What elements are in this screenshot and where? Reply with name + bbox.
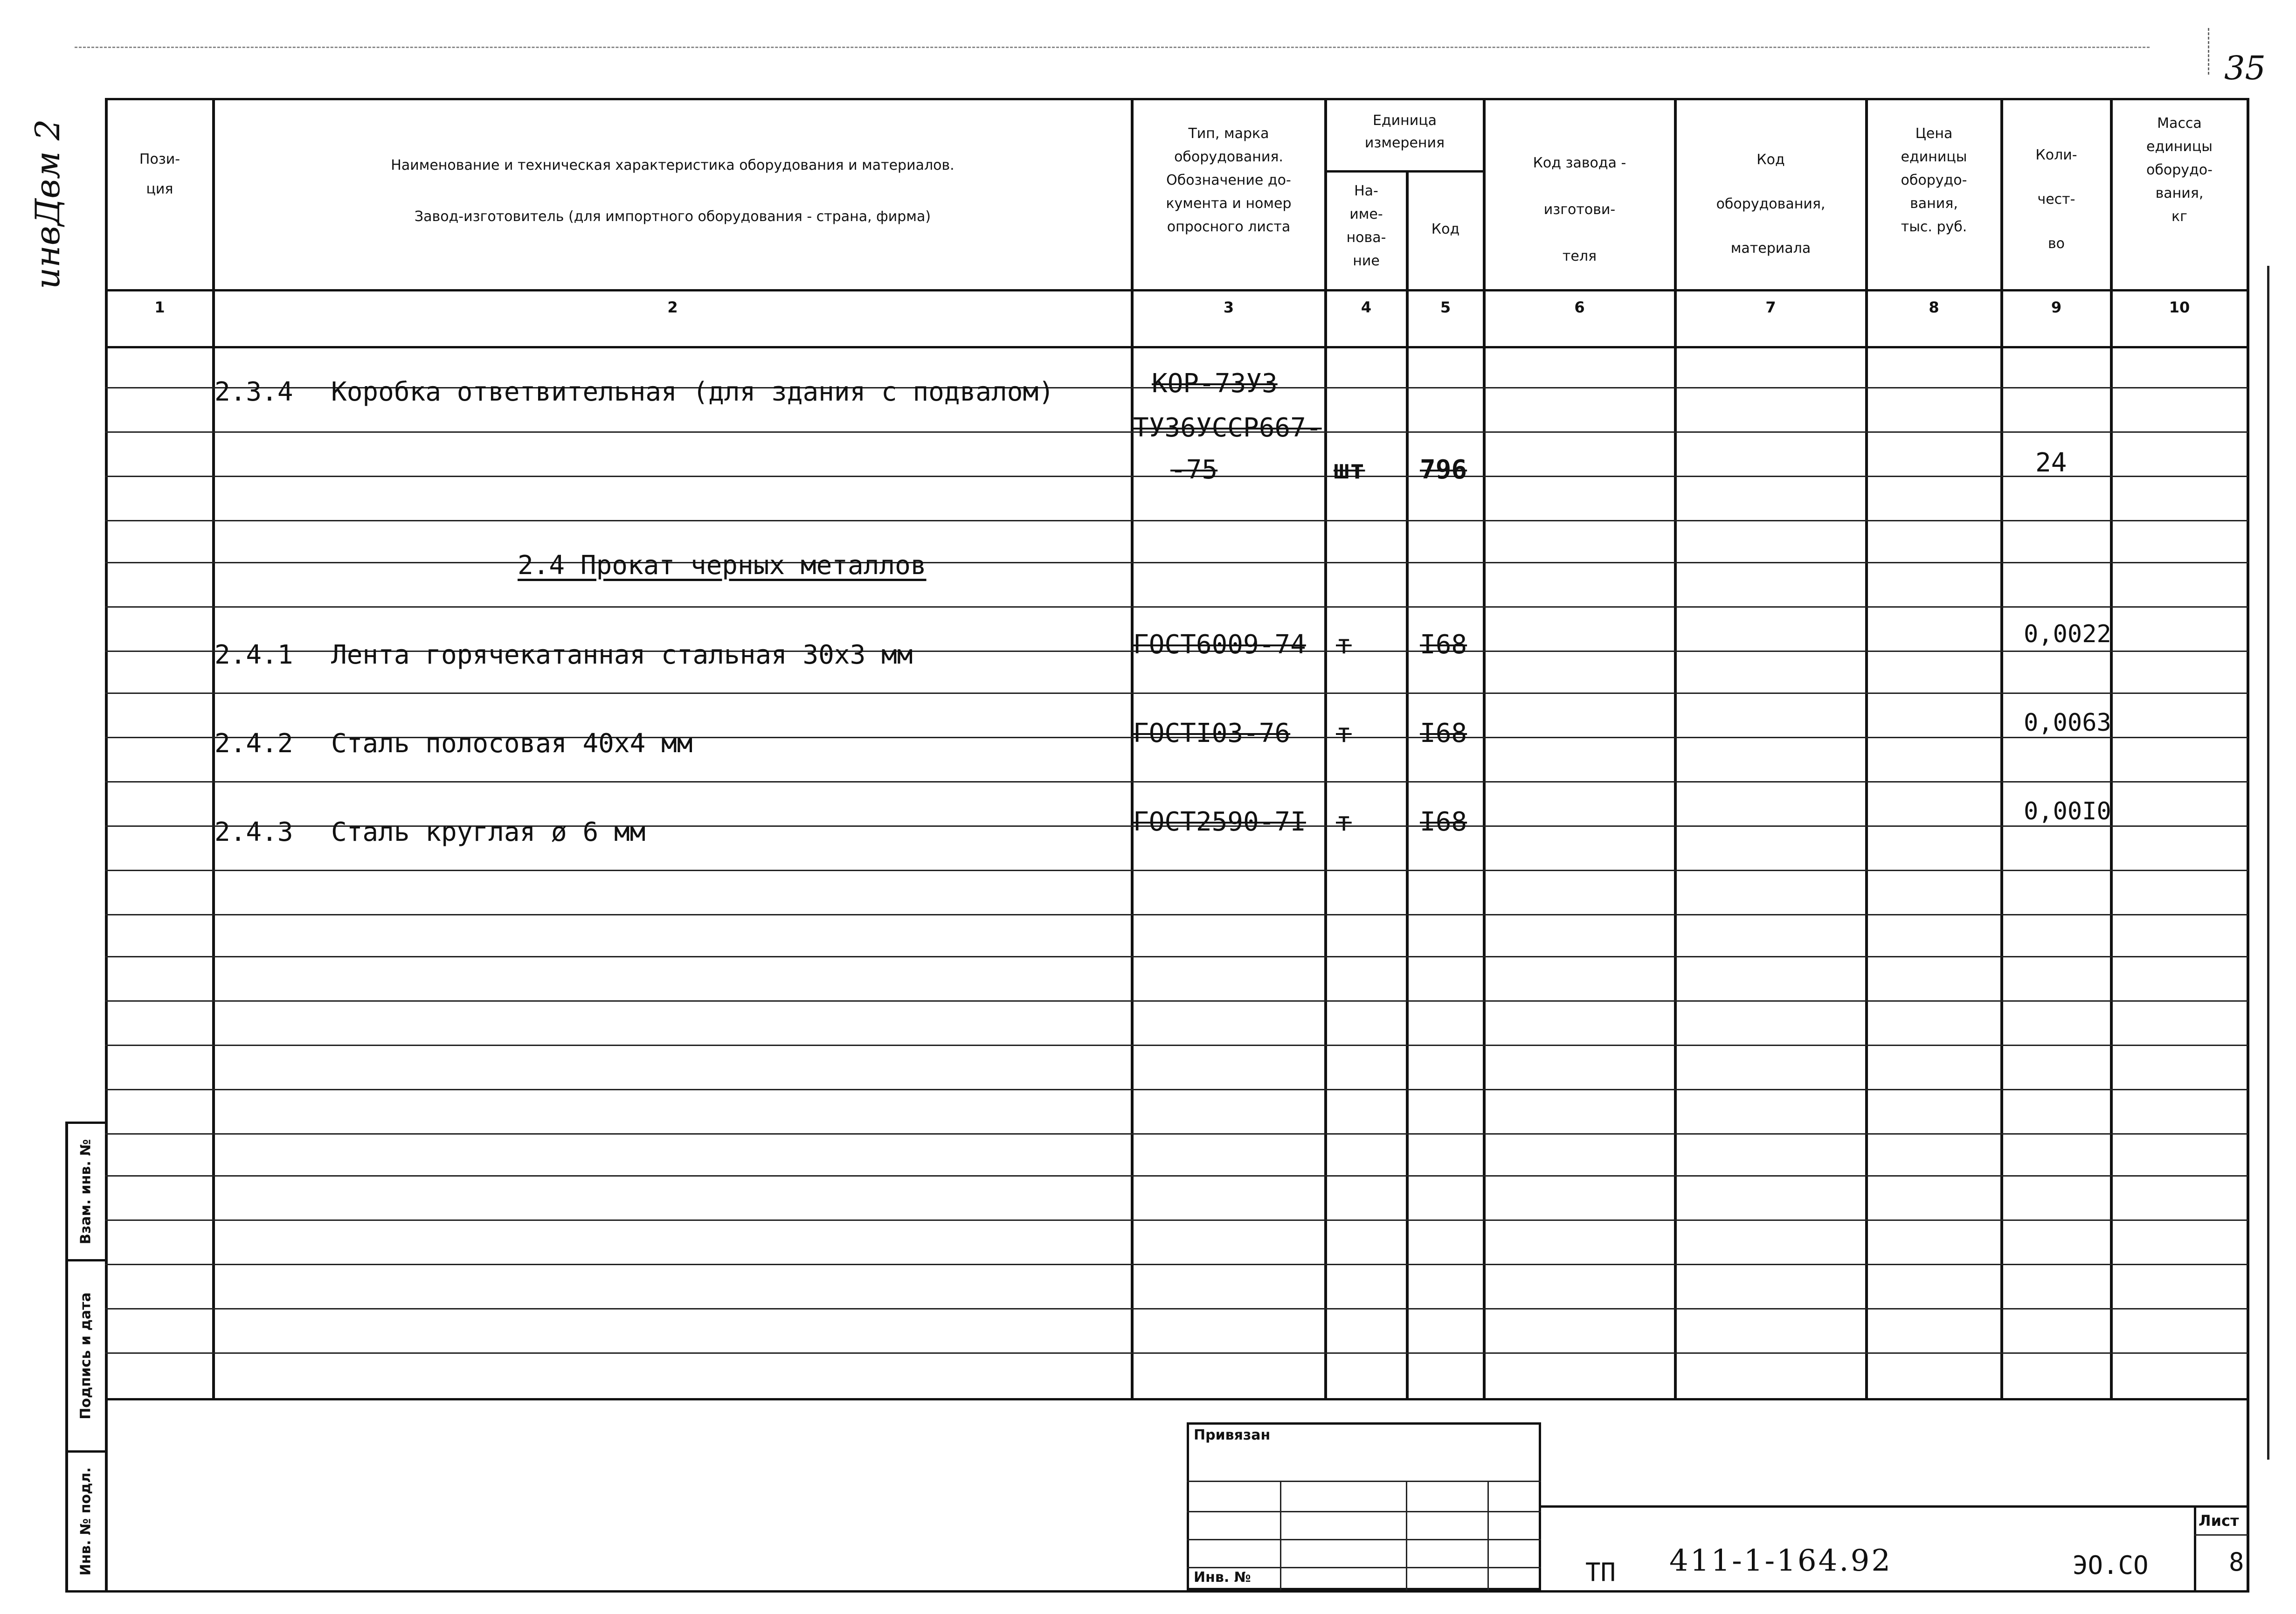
table-row-type: -75 — [1170, 455, 1218, 485]
page-bottom-border — [105, 1590, 2248, 1593]
margin-note-text: инвДвм 2 — [28, 119, 67, 289]
table-row-code: I68 — [1420, 718, 1467, 748]
list-box-line — [2194, 1534, 2248, 1536]
table-row-name: Сталь круглая ø 6 мм — [331, 817, 646, 847]
table-row-position: 2.4.3 — [214, 817, 293, 847]
side-label-inv-podl: Инв. № подл. — [77, 1467, 94, 1576]
section-heading-text: 2.4 Прокат черных металлов — [518, 550, 927, 581]
header-mass: Масса единицы оборудо- вания, кг — [2146, 115, 2213, 225]
col-divider-6 — [1674, 98, 1677, 1399]
column-number: 6 — [1574, 298, 1585, 316]
doc-code: 411-1-164.92 — [1669, 1544, 1893, 1578]
table-row-position: 2.4.1 — [214, 640, 293, 670]
table-row-type: ГОСТ6009-74 — [1133, 630, 1306, 660]
col-divider-3 — [1324, 98, 1327, 1399]
table-row-type: ТУ36УССР667- — [1133, 413, 1322, 443]
col-divider-4 — [1406, 170, 1409, 1399]
row-line — [105, 914, 2248, 915]
row-line — [105, 870, 2248, 871]
table-row-name: Коробка ответвительная (для здания с подвалом) — [331, 377, 1054, 407]
side-label-vzam: Взам. инв. № — [77, 1139, 94, 1244]
list-number: 8 — [2229, 1547, 2244, 1577]
table-row-code: I68 — [1420, 807, 1467, 837]
unit-group-divider — [1324, 170, 1483, 173]
colnum-bottom-line — [105, 346, 2248, 348]
table-row-quantity: 0,00I0 — [2024, 797, 2111, 825]
row-line — [105, 693, 2248, 694]
side-box-line — [65, 1590, 106, 1593]
side-label-podpis: Подпись и дата — [77, 1292, 94, 1420]
privyazan-divider — [1487, 1481, 1489, 1590]
header-unit-group: Единица измерения — [1364, 112, 1445, 151]
table-row-unit: т — [1336, 718, 1352, 748]
header-quantity: Коли- чест- во — [2035, 147, 2077, 252]
column-number: 7 — [1765, 298, 1776, 316]
col-divider-2 — [1131, 98, 1134, 1399]
table-row-unit: т — [1336, 630, 1352, 660]
table-row-code: 796 — [1420, 455, 1467, 485]
column-number: 2 — [667, 298, 678, 316]
row-line — [105, 1352, 2248, 1354]
header-name: Наименование и техническая характеристика оборудования и материалов. Завод-изготовитель (для импортного оборудования - страна, фирма) — [391, 157, 954, 225]
privyazan-divider — [1280, 1481, 1281, 1590]
header-bottom-line — [105, 289, 2248, 291]
sheet-code: ЭО.СО — [2073, 1551, 2149, 1580]
page-number-corner: 35 — [2224, 49, 2266, 87]
inv-no-label: Инв. № — [1194, 1569, 1251, 1586]
row-line — [105, 606, 2248, 608]
col-divider-9 — [2110, 98, 2113, 1399]
column-number: 5 — [1440, 298, 1451, 316]
col-divider-5 — [1483, 98, 1486, 1399]
header-factory-code: Код завода - изготови- теля — [1533, 155, 1626, 264]
column-number: 1 — [154, 298, 165, 316]
top-dashed-line — [75, 47, 2150, 48]
right-page-edge — [2267, 266, 2269, 1460]
table-row-unit: шт — [1334, 455, 1365, 485]
table-right-border — [2247, 98, 2249, 1593]
table-body-bottom — [105, 1398, 2248, 1400]
table-row-quantity: 0,0063 — [2024, 709, 2111, 737]
column-number: 10 — [2169, 298, 2190, 316]
row-line — [105, 956, 2248, 957]
table-row-position: 2.4.2 — [214, 728, 293, 759]
table-row-type: КОР-73УЗ — [1152, 368, 1278, 399]
header-equipment-code: Код оборудования, материала — [1716, 152, 1826, 256]
table-row-position: 2.3.4 — [214, 377, 293, 407]
col-divider-7 — [1865, 98, 1868, 1399]
table-row-quantity: 24 — [2035, 448, 2067, 478]
right-edge-mark — [2208, 28, 2209, 75]
privyazan-label: Привязан — [1194, 1427, 1271, 1443]
header-unit-name: На- име- нова- ние — [1346, 183, 1386, 269]
table-row-code: I68 — [1420, 630, 1467, 660]
table-row-type: ГОСТI03-76 — [1133, 718, 1291, 748]
privyazan-divider — [1406, 1481, 1407, 1590]
title-block-top — [1541, 1505, 2248, 1508]
header-position: Пози- ция — [139, 151, 180, 197]
row-line — [105, 520, 2248, 521]
table-row-unit: т — [1336, 807, 1352, 837]
column-number: 8 — [1929, 298, 1939, 316]
col-divider-8 — [2000, 98, 2003, 1399]
row-line — [105, 1175, 2248, 1177]
table-top-border — [105, 98, 2248, 100]
row-line — [105, 1000, 2248, 1002]
tp-label: ТП — [1585, 1558, 1616, 1587]
list-label: Лист — [2199, 1512, 2239, 1530]
row-line — [105, 1045, 2248, 1046]
column-number: 3 — [1223, 298, 1234, 316]
table-row-name: Сталь полосовая 40х4 мм — [331, 728, 693, 759]
row-line — [105, 1133, 2248, 1135]
row-line — [105, 1264, 2248, 1265]
row-line — [105, 1308, 2248, 1309]
table-row-type: ГОСТ2590-7I — [1133, 807, 1306, 837]
row-line — [105, 1219, 2248, 1221]
margin-note — [28, 119, 67, 289]
header-type: Тип, марка оборудования. Обозначение до- кумента и номер опросного листа — [1166, 125, 1292, 235]
table-row-quantity: 0,0022 — [2024, 620, 2111, 648]
table-row-name: Лента горячекатанная стальная 30х3 мм — [331, 640, 913, 670]
row-line — [105, 562, 2248, 563]
section-heading — [518, 550, 927, 581]
column-number: 9 — [2051, 298, 2062, 316]
column-number: 4 — [1361, 298, 1372, 316]
header-price: Цена единицы оборудо- вания, тыс. руб. — [1901, 125, 1967, 235]
header-unit-code: Код — [1431, 221, 1460, 237]
row-line — [105, 781, 2248, 783]
row-line — [105, 1089, 2248, 1090]
